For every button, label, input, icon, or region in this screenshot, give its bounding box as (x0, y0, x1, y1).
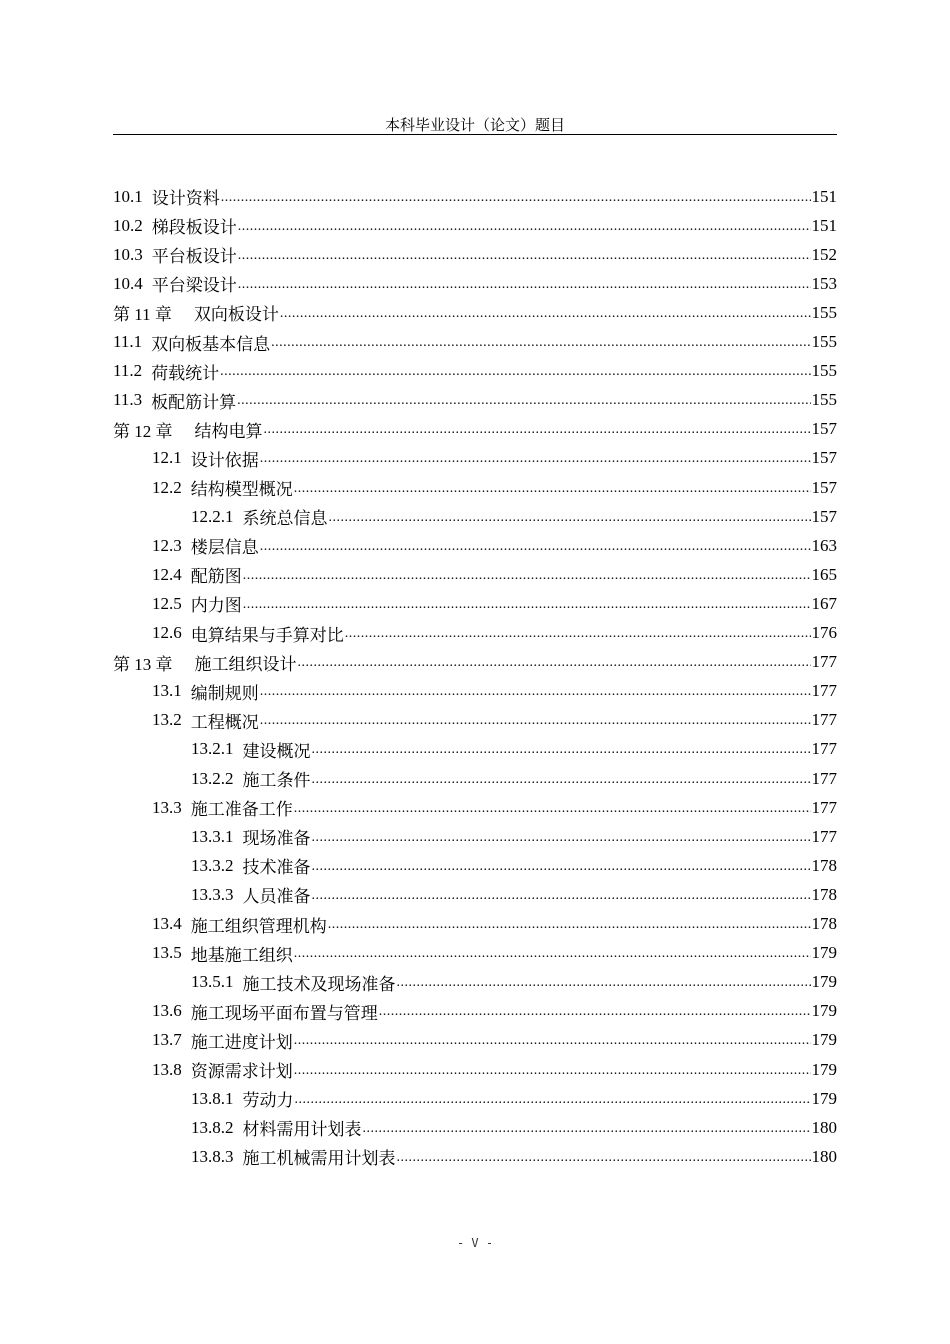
toc-entry-number: 13.7 (152, 1030, 182, 1050)
toc-entry[interactable] (113, 386, 837, 415)
toc-entry-title: 施工准备工作 (190, 800, 293, 821)
toc-entry[interactable] (191, 968, 837, 997)
toc-entry-page: 177 (811, 797, 837, 817)
page-number-footer: - V - (456, 1236, 494, 1250)
toc-entry[interactable] (152, 560, 837, 589)
toc-entry-page: 157 (811, 448, 837, 468)
toc-entry-title: 结构电算 (194, 421, 263, 442)
toc-entry-number: 13.2 (152, 710, 182, 730)
toc-entry-title: 结构模型概况 (190, 480, 293, 500)
toc-dot-leader (345, 626, 811, 642)
toc-entry-number: 11.1 (113, 332, 143, 351)
toc-dot-leader (294, 946, 811, 962)
toc-entry[interactable] (113, 357, 837, 386)
toc-entry-number: 13.8 (152, 1059, 182, 1079)
toc-entry-page: 155 (811, 390, 837, 410)
toc-entry-page: 151 (811, 215, 837, 235)
toc-entry-number: 第 11 章 (113, 305, 172, 325)
toc-entry-number: 12.5 (152, 593, 182, 613)
toc-entry-page: 157 (811, 477, 837, 497)
toc-dot-leader (238, 219, 811, 235)
toc-entry-number: 13.5.1 (191, 972, 234, 992)
toc-dot-leader (260, 713, 811, 729)
toc-dot-leader (271, 335, 810, 351)
toc-entry-number: 13.8.1 (191, 1088, 234, 1108)
toc-entry-title: 施工机械需用计划表 (242, 1149, 396, 1170)
toc-entry-number: 第 12 章 (113, 421, 173, 441)
toc-entry-number: 13.6 (152, 1001, 182, 1021)
toc-entry-title: 楼层信息 (190, 538, 259, 559)
toc-entry-page: 163 (811, 535, 837, 555)
toc-entry-page: 179 (811, 943, 837, 963)
toc-entry[interactable] (152, 939, 837, 968)
toc-entry[interactable] (152, 1055, 837, 1084)
toc-entry-title: 编制规则 (190, 683, 259, 704)
toc-entry-title: 设计依据 (190, 450, 259, 471)
toc-entry-number: 13.1 (152, 681, 182, 701)
toc-entry-page: 177 (811, 768, 837, 788)
toc-entry-number: 12.4 (152, 564, 182, 584)
toc-dot-leader (312, 742, 811, 758)
page-header-title: 本科毕业设计（论文）题目 (384, 116, 565, 134)
toc-entry-number: 11.3 (113, 390, 143, 410)
toc-entry-title: 施工现场平面布置与管理 (190, 1003, 378, 1024)
toc-entry-page: 177 (811, 681, 837, 701)
toc-entry-page: 167 (811, 593, 837, 613)
toc-dot-leader (298, 655, 811, 671)
toc-entry[interactable] (113, 328, 837, 357)
toc-dot-leader (397, 975, 811, 991)
toc-entry-title: 工程概况 (190, 712, 259, 733)
toc-entry-page: 177 (811, 739, 837, 759)
toc-entry-title: 配筋图 (190, 567, 242, 588)
toc-entry[interactable] (191, 1084, 837, 1113)
toc-dot-leader (221, 190, 811, 206)
toc-entry-page: 179 (811, 1088, 837, 1108)
toc-entry-title: 电算结果与手算对比 (190, 625, 344, 646)
toc-entry[interactable] (113, 298, 837, 327)
toc-entry-title: 板配筋计算 (151, 392, 237, 413)
toc-entry-number: 13.2.2 (191, 768, 234, 788)
toc-dot-leader (260, 539, 811, 555)
toc-entry-page: 179 (811, 1001, 837, 1021)
toc-dot-leader (294, 481, 811, 497)
toc-entry-page: 155 (811, 302, 837, 322)
toc-entry[interactable] (152, 910, 837, 939)
toc-entry-page: 180 (811, 1146, 837, 1166)
toc-dot-leader (312, 888, 811, 904)
toc-entry-page: 157 (811, 419, 837, 439)
toc-dot-leader (243, 597, 811, 613)
toc-entry-page: 176 (811, 623, 837, 642)
toc-entry[interactable] (191, 822, 837, 851)
toc-entry-number: 13.3 (152, 797, 182, 817)
toc-entry-title: 设计资料 (151, 189, 220, 209)
toc-entry[interactable] (191, 735, 837, 764)
toc-entry[interactable] (191, 1113, 837, 1142)
toc-entry-number: 11.2 (113, 361, 143, 381)
toc-entry-page: 179 (811, 1030, 837, 1050)
toc-entry-title: 梯段板设计 (151, 218, 237, 239)
toc-entry-page: 178 (811, 855, 837, 875)
toc-entry[interactable] (152, 589, 837, 618)
toc-entry-title: 平台梁设计 (151, 276, 237, 297)
toc-entry-title: 地基施工组织 (190, 945, 293, 966)
toc-entry-title: 施工技术及现场准备 (242, 974, 396, 995)
toc-entry[interactable] (113, 182, 837, 211)
toc-entry[interactable] (152, 619, 837, 648)
toc-entry-title: 技术准备 (242, 858, 311, 879)
toc-entry-number: 第 13 章 (113, 654, 173, 674)
toc-dot-leader (280, 306, 811, 322)
toc-entry-page: 152 (811, 244, 837, 264)
toc-entry-page: 177 (811, 652, 837, 672)
toc-entry-title: 施工进度计划 (190, 1032, 293, 1053)
toc-entry-title: 施工组织设计 (194, 654, 297, 675)
toc-entry[interactable] (152, 531, 837, 560)
toc-dot-leader (328, 917, 811, 933)
toc-dot-leader (264, 422, 811, 438)
toc-entry-number: 13.2.1 (191, 739, 234, 759)
toc-dot-leader (312, 859, 811, 875)
toc-entry[interactable] (152, 793, 837, 822)
toc-entry-number: 13.8.2 (191, 1117, 234, 1137)
toc-dot-leader (243, 568, 811, 584)
toc-dot-leader (312, 772, 811, 788)
toc-dot-leader (238, 248, 811, 264)
toc-entry-page: 179 (811, 972, 837, 992)
toc-dot-leader (363, 1121, 811, 1137)
toc-entry-title: 双向板设计 (193, 305, 279, 326)
toc-entry-page: 155 (811, 332, 837, 351)
toc-entry-number: 13.3.2 (191, 855, 234, 875)
toc-entry-page: 151 (811, 186, 837, 206)
toc-entry-number: 12.3 (152, 535, 182, 555)
toc-entry-title: 施工组织管理机构 (190, 916, 327, 937)
toc-entry-title: 现场准备 (242, 829, 311, 850)
toc-dot-leader (294, 1063, 811, 1079)
toc-entry-page: 155 (811, 361, 837, 381)
toc-entry[interactable] (152, 677, 837, 706)
toc-entry-page: 165 (811, 564, 837, 584)
toc-entry[interactable] (191, 764, 837, 793)
toc-entry-title: 系统总信息 (242, 509, 328, 530)
toc-dot-leader (260, 684, 811, 700)
toc-entry-title: 人员准备 (242, 887, 311, 908)
toc-dot-leader (260, 451, 811, 467)
toc-entry-title: 双向板基本信息 (151, 334, 271, 355)
toc-dot-leader (294, 801, 811, 817)
toc-entry-title: 内力图 (190, 596, 242, 617)
toc-entry-page: 177 (811, 710, 837, 730)
toc-entry-number: 10.3 (113, 244, 143, 264)
toc-entry-title: 劳动力 (242, 1091, 294, 1112)
toc-entry-page: 178 (811, 914, 837, 933)
toc-dot-leader (397, 1150, 811, 1166)
toc-entry-title: 施工条件 (242, 771, 311, 791)
toc-dot-leader (295, 1092, 811, 1108)
toc-entry[interactable] (113, 240, 837, 269)
toc-entry-number: 13.3.1 (191, 826, 234, 846)
toc-entry-number: 13.8.3 (191, 1146, 234, 1166)
toc-entry[interactable] (113, 211, 837, 240)
toc-entry[interactable] (191, 851, 837, 880)
toc-entry[interactable] (113, 415, 837, 444)
toc-entry-number: 10.2 (113, 215, 143, 235)
toc-entry-number: 10.1 (113, 186, 143, 206)
toc-entry[interactable] (152, 706, 837, 735)
toc-entry-title: 建设概况 (242, 741, 311, 762)
toc-entry-title: 平台板设计 (151, 247, 237, 268)
toc-entry-page: 180 (811, 1117, 837, 1137)
toc-entry-number: 13.4 (152, 914, 182, 933)
toc-entry[interactable] (152, 444, 837, 473)
toc-entry-number: 10.4 (113, 273, 143, 293)
header-rule (113, 134, 837, 135)
toc-entry-page: 157 (811, 506, 837, 526)
toc-dot-leader (220, 364, 810, 380)
toc-dot-leader (237, 393, 810, 409)
toc-entry[interactable] (152, 997, 837, 1026)
toc-dot-leader (238, 277, 811, 293)
toc-entry-page: 177 (811, 826, 837, 846)
toc-entry-title: 资源需求计划 (190, 1062, 293, 1082)
toc-dot-leader (294, 1033, 811, 1049)
toc-entry-number: 13.3.3 (191, 884, 234, 904)
toc-entry-number: 12.2 (152, 477, 182, 497)
toc-entry-page: 178 (811, 884, 837, 904)
toc-entry[interactable] (152, 1026, 837, 1055)
toc-entry-page: 179 (811, 1059, 837, 1079)
toc-entry-number: 12.2.1 (191, 506, 234, 526)
toc-entry[interactable] (152, 473, 837, 502)
toc-entry-page: 153 (811, 273, 837, 293)
toc-dot-leader (312, 830, 811, 846)
toc-entry-title: 荷载统计 (151, 363, 220, 384)
toc-entry[interactable] (113, 269, 837, 298)
toc-entry[interactable] (113, 648, 837, 677)
toc-entry[interactable] (191, 1142, 837, 1171)
toc-entry-title: 材料需用计划表 (242, 1120, 362, 1141)
toc-entry-number: 13.5 (152, 943, 182, 963)
toc-entry[interactable] (191, 880, 837, 909)
toc-entry[interactable] (191, 502, 837, 531)
toc-entry-number: 12.6 (152, 623, 182, 642)
toc-dot-leader (329, 510, 811, 526)
toc-entry-number: 12.1 (152, 448, 182, 468)
toc-dot-leader (379, 1004, 811, 1020)
